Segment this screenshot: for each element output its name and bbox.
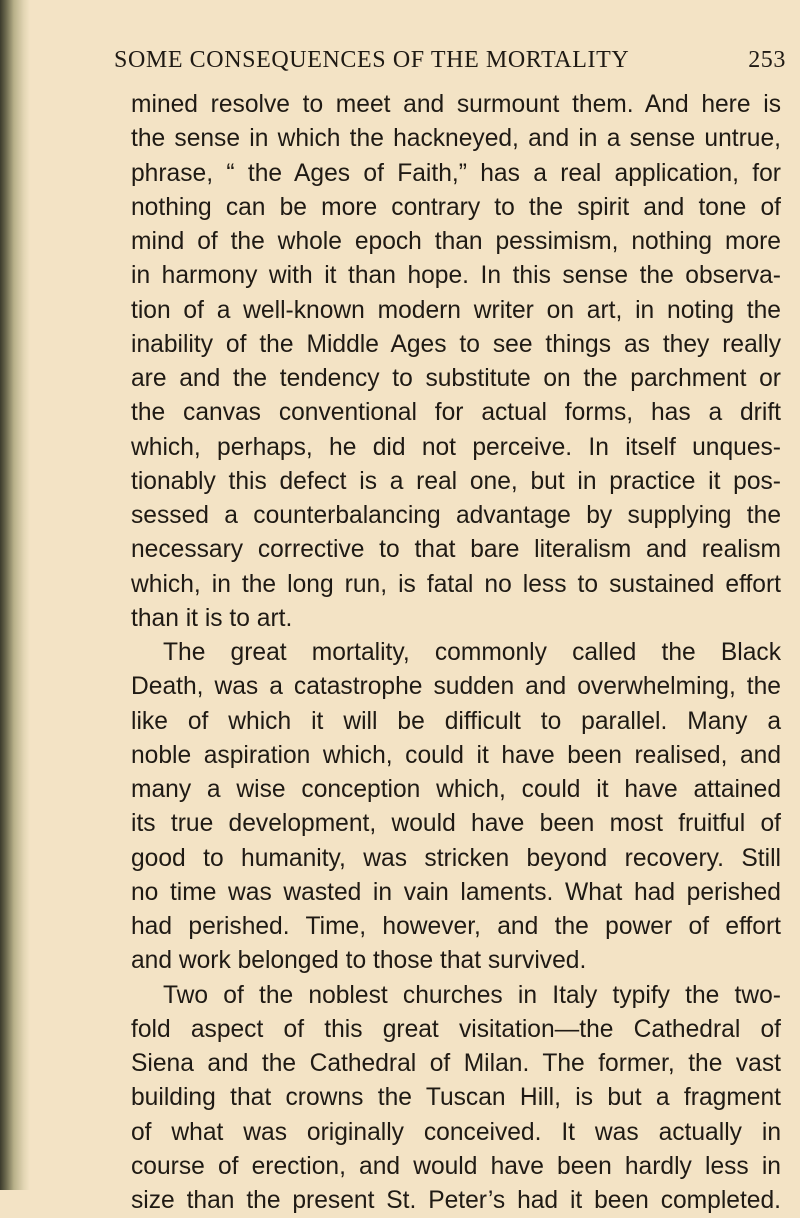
text-line: mined resolve to meet and surmount them. And here is (131, 91, 781, 118)
text-line: good to humanity, was stricken beyond recovery. Still (131, 844, 781, 872)
body-text (131, 88, 781, 1218)
text-line: Siena and the Cathedral of Milan. The former, the vast (131, 1050, 781, 1077)
text-line-paragraph-end: and work belonged to those that survived. (131, 947, 587, 975)
text-line: phrase, “ the Ages of Faith,” has a real application, for (131, 159, 781, 187)
text-line: necessary corrective to that bare literalism and realism (131, 536, 781, 564)
running-head (114, 44, 786, 76)
text-line: the canvas conventional for actual forms, has a drift (131, 399, 781, 427)
text-line: building that crowns the Tuscan Hill, is but a fragment (131, 1084, 781, 1112)
text-line: fold aspect of this great visitation—the Cathedral of (131, 1015, 781, 1043)
text-line: mind of the whole epoch than pessimism, nothing more (131, 228, 781, 255)
text-line: inability of the Middle Ages to see things as they really (131, 330, 781, 358)
book-page (40, 0, 800, 1214)
book-gutter-shadow (0, 0, 30, 1190)
text-line: tion of a well-known modern writer on art, in noting the (131, 296, 781, 324)
text-line: Death, was a catastrophe sudden and overwhelming, the (131, 673, 781, 701)
text-line: which, perhaps, he did not perceive. In itself unques- (131, 433, 781, 461)
running-head-title: SOME CONSEQUENCES OF THE MORTALITY (114, 47, 630, 73)
text-line: noble aspiration which, could it have been realised, and (131, 741, 781, 769)
page-number: 253 (748, 47, 786, 73)
text-line: tionably this defect is a real one, but in practice it pos- (131, 467, 781, 495)
text-line: of what was originally conceived. It was actually in (131, 1118, 781, 1146)
text-line: had perished. Time, however, and the power of effort (131, 913, 781, 940)
text-line: are and the tendency to substitute on the parchment or (131, 365, 781, 392)
text-line: sessed a counterbalancing advantage by supplying the (131, 502, 781, 529)
text-line-paragraph-start: Two of the noblest churches in Italy typify the two- (163, 981, 781, 1009)
text-line: the sense in which the hackneyed, and in a sense untrue, (131, 125, 781, 153)
text-line-paragraph-start: The great mortality, commonly called the Black (163, 639, 781, 666)
text-line: no time was wasted in vain laments. What had perished (131, 878, 781, 906)
text-line: which, in the long run, is fatal no less to sustained effort (131, 570, 781, 598)
text-line: course of erection, and would have been hardly less in (131, 1152, 781, 1180)
text-line: many a wise conception which, could it have attained (131, 776, 781, 803)
text-line-paragraph-end: than it is to art. (131, 604, 293, 632)
text-line: in harmony with it than hope. In this sense the observa- (131, 262, 781, 290)
text-line: its true development, would have been most fruitful of (131, 810, 781, 838)
text-line: like of which it will be difficult to parallel. Many a (131, 707, 781, 735)
text-line: size than the present St. Peter’s had it been completed. (131, 1187, 781, 1214)
text-line: nothing can be more contrary to the spirit and tone of (131, 193, 781, 221)
